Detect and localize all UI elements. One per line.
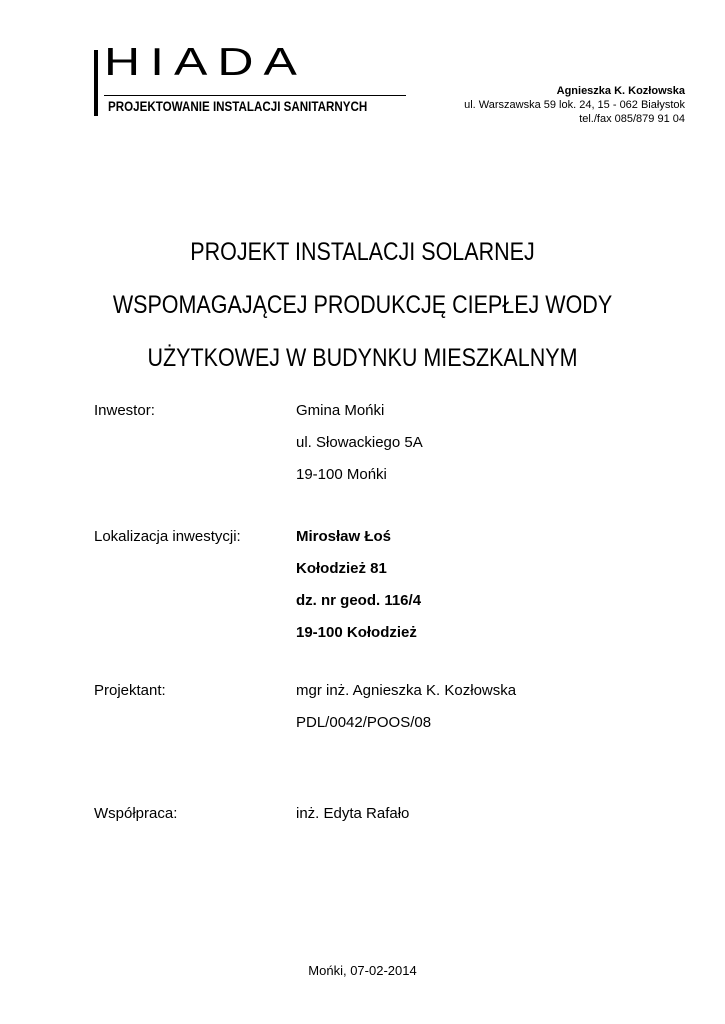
investor-label: Inwestor: <box>94 402 155 419</box>
designer-name: mgr inż. Agnieszka K. Kozłowska <box>296 682 517 699</box>
designer-license: PDL/0042/POOS/08 <box>296 714 432 731</box>
cooperation-label: Współpraca: <box>94 805 178 822</box>
logo-subtitle: PROJEKTOWANIE INSTALACJI SANITARNYCH <box>108 99 368 114</box>
location-owner: Mirosław Łoś <box>296 528 392 545</box>
contact-phone: tel./fax 085/879 91 04 <box>579 113 685 125</box>
logo-rule <box>104 95 406 96</box>
title-line-2: WSPOMAGAJĄCEJ PRODUKCJĘ CIEPŁEJ WODY <box>112 291 613 319</box>
title-line-3: UŻYTKOWEJ W BUDYNKU MIESZKALNYM <box>147 344 578 372</box>
location-city: 19-100 Kołodzież <box>296 624 417 641</box>
designer-label: Projektant: <box>94 682 166 699</box>
investor-street: ul. Słowackiego 5A <box>296 434 423 451</box>
investor-city: 19-100 Mońki <box>296 466 387 483</box>
contact-name: Agnieszka K. Kozłowska <box>556 85 685 97</box>
location-label: Lokalizacja inwestycji: <box>94 528 241 545</box>
logo-bar <box>94 50 98 116</box>
logo-text: HIADA <box>104 39 307 84</box>
location-plot: dz. nr geod. 116/4 <box>296 592 422 609</box>
location-address: Kołodzież 81 <box>296 560 387 577</box>
cooperation-name: inż. Edyta Rafało <box>296 805 410 822</box>
contact-block <box>464 84 685 126</box>
contact-address: ul. Warszawska 59 lok. 24, 15 - 062 Białystok <box>464 99 685 111</box>
investor-name: Gmina Mońki <box>296 402 385 419</box>
document-title <box>51 226 675 385</box>
title-line-1: PROJEKT INSTALACJI SOLARNEJ <box>190 238 535 266</box>
place-date: Mońki, 07-02-2014 <box>308 963 417 978</box>
